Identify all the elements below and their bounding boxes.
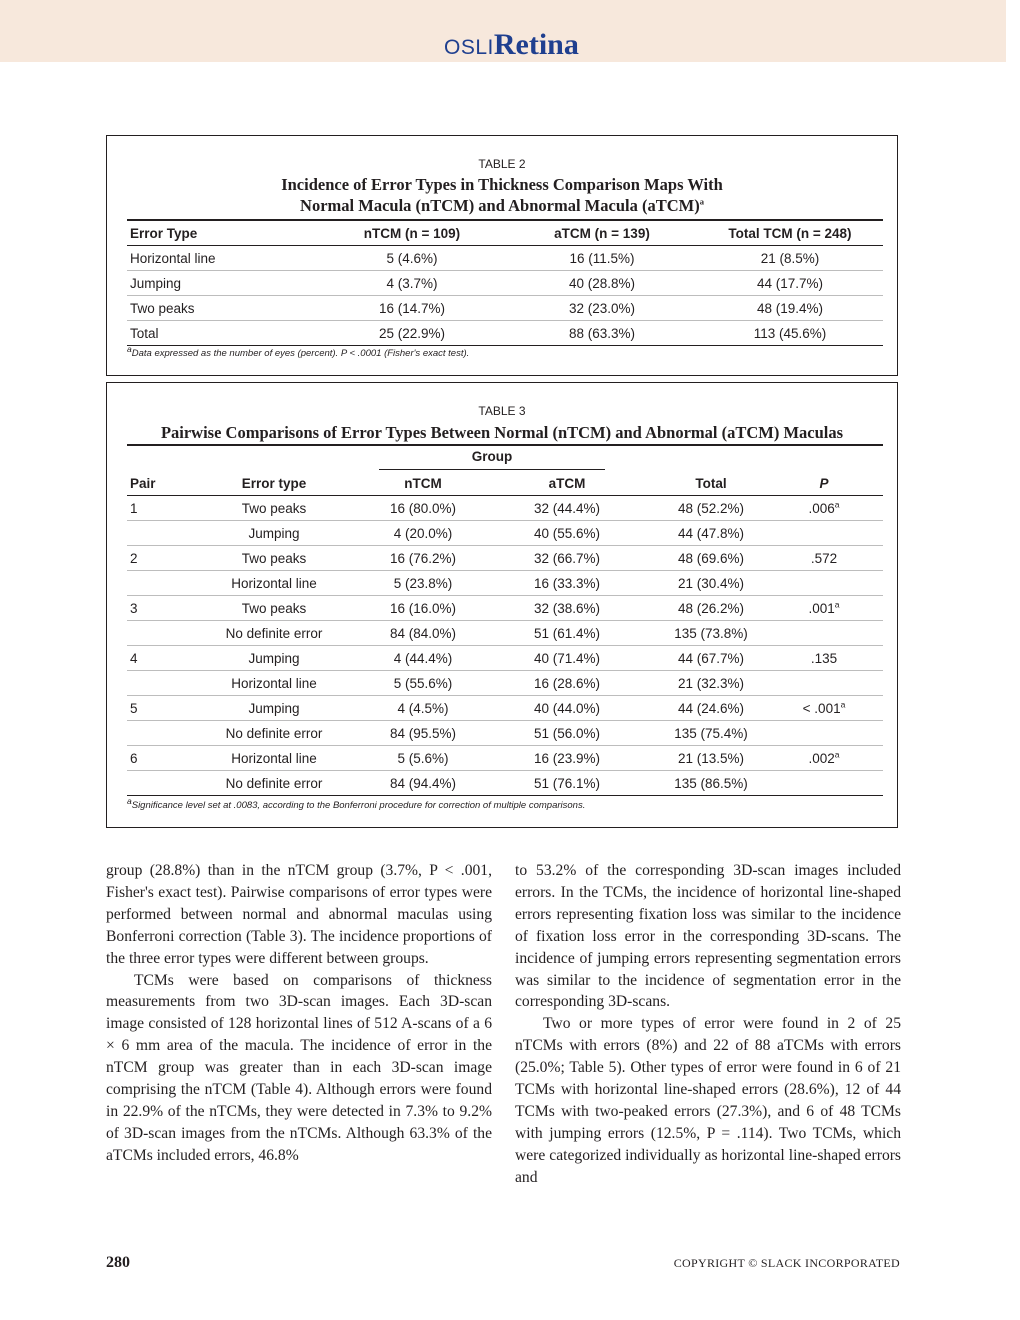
cell-text: 16 (28.6%) [533,675,601,691]
cell-text: .572 [810,550,838,566]
significance-mark: a [834,599,840,609]
table-cell [765,746,883,771]
table-cell: 16 (11.5%) [507,246,697,271]
footnote-text: Significance level set at .0083, according to the Bonferroni procedure for correction of multiple comparisons. [131,800,586,811]
cell-text: Two peaks [241,550,307,566]
table-2-title [107,174,897,216]
table-cell [127,521,179,546]
table-cell [369,621,477,646]
cell-text: No definite error [225,725,323,741]
cell-text: 51 (61.4%) [533,625,601,641]
cell-text: 84 (95.5%) [389,725,457,741]
table-3-box [106,382,898,828]
cell-text: .002 [808,750,835,766]
cell-text: 51 (76.1%) [533,775,601,791]
cell-text: Horizontal line [231,575,317,591]
table-cell [765,771,883,796]
table-cell: 4 (3.7%) [317,271,507,296]
cell-text: 2 [130,550,138,566]
table-row [127,521,883,546]
table-cell [179,571,369,596]
table-cell: 88 (63.3%) [507,321,697,346]
table-cell [477,721,657,746]
cell-text: 4 (20.0%) [393,525,453,541]
journal-logo [444,28,579,62]
table-3-header-cell: P [765,471,883,496]
cell-text: 16 (80.0%) [389,500,457,516]
cell-text: 40 (55.6%) [533,525,601,541]
table-cell [765,596,883,621]
table-cell: 48 (19.4%) [697,296,883,321]
cell-text: 44 (47.8%) [677,525,745,541]
table-cell [369,521,477,546]
table-2 [127,219,883,346]
table-cell [477,621,657,646]
table-3-footnote [127,795,586,811]
table-row [127,671,883,696]
table-3-header-cell: Error type [179,471,369,496]
cell-text: Two peaks [241,500,307,516]
table-cell [127,596,179,621]
table-row [127,746,883,771]
table-cell [657,621,765,646]
table-cell: Total [127,321,317,346]
footnote-text: Data expressed as the number of eyes (percent). P < .0001 (Fisher's exact test). [131,348,470,359]
table-cell: 25 (22.9%) [317,321,507,346]
table-cell [657,546,765,571]
significance-mark: a [840,699,846,709]
cell-text: 84 (94.4%) [389,775,457,791]
table-cell [369,646,477,671]
cell-text: 21 (13.5%) [677,750,745,766]
footnote-mark: a [127,795,132,806]
table-cell [179,496,369,521]
table-row [127,571,883,596]
cell-text: 5 (5.6%) [397,750,449,766]
table-3-body [127,496,883,796]
table-cell [657,746,765,771]
cell-text: 135 (75.4%) [674,725,748,741]
table-cell: 113 (45.6%) [697,321,883,346]
body-paragraph: group (28.8%) than in the nTCM group (3.7%, P < .001, Fisher's exact test). Pairwise comparisons of error types were performed between normal and abnormal maculas using Bonferroni correction (Table 3). The incidence proportions of the three error types were different between groups. [106,862,492,967]
table-row [127,546,883,571]
table-row [127,321,883,346]
cell-text: 1 [130,500,138,516]
body-paragraph: TCMs were based on comparisons of thickness measurements from two 3D-scan images. Each 3D-scan image consisted of 128 horizontal lines of 512 A-scans of a 6 × 6 mm area of the macula. The incidence of error in the nTCM group was greater than in each 3D-scan image comprising the nTCM (Table 4). Although errors were found in 22.9% of the nTCMs, they were detected in 7.3% to 9.2% of 3D-scan images from the nTCMs. Although 63.3% of the aTCMs included errors, 46.8% [106,971,492,1164]
table-cell [477,771,657,796]
cell-text: 40 (71.4%) [533,650,601,666]
table-row [127,721,883,746]
table-cell [369,746,477,771]
cell-text: 48 (52.2%) [677,500,745,516]
table-3-title: Pairwise Comparisons of Error Types Between Normal (nTCM) and Abnormal (aTCM) Maculas [160,423,844,442]
table-cell [477,746,657,771]
cell-text: .001 [808,600,835,616]
copyright-notice: COPYRIGHT © SLACK INCORPORATED [673,1256,900,1270]
table-cell [179,721,369,746]
table-3-header-row [127,471,883,496]
cell-text: 32 (44.4%) [533,500,601,516]
cell-text: 6 [130,750,138,766]
table-2-header-cell: aTCM (n = 139) [507,220,697,246]
table-2-header-cell: Error Type [127,220,317,246]
table-2-title-line2-wrap [107,195,897,216]
table-cell [179,621,369,646]
table-2-box [106,135,898,376]
table-3-top-rule [127,444,883,446]
page-number: 280 [106,1254,130,1271]
table-3-group-rule [379,469,605,470]
table-cell [369,671,477,696]
table-3-header-cell: Pair [127,471,179,496]
table-cell [765,546,883,571]
table-cell: 5 (4.6%) [317,246,507,271]
cell-text: Two peaks [241,600,307,616]
table-cell [477,696,657,721]
table-cell [369,546,477,571]
table-cell [179,671,369,696]
table-cell [127,671,179,696]
body-paragraph: Two or more types of error were found in 2 of 25 nTCMs with errors (8%) and 22 of 88 aTCMs with errors (25.0%; Table 5). Other types of error were found in 6 of 21 TCMs with horizontal line-shaped errors (28.6%), 12 of 44 TCMs with two-peaked errors (27.3%), and 6 of 48 TCMs with jumping errors (12.5%, P = .114). Two TCMs, which were categorized individually as horizontal line-shaped errors and [515,1015,901,1186]
cell-text: 16 (76.2%) [389,550,457,566]
table-cell [179,646,369,671]
table-cell [477,521,657,546]
table-cell [657,571,765,596]
table-3-header-cell: nTCM [369,471,477,496]
table-cell: Horizontal line [127,246,317,271]
table-cell: 32 (23.0%) [507,296,697,321]
table-cell [127,746,179,771]
cell-text: 16 (33.3%) [533,575,601,591]
table-2-header-cell: Total TCM (n = 248) [697,220,883,246]
significance-mark: a [834,499,840,509]
table-2-header-row [127,220,883,246]
table-cell [765,621,883,646]
table-2-title-sup: a [699,196,704,207]
cell-text: 51 (56.0%) [533,725,601,741]
table-cell [657,771,765,796]
table-cell [657,521,765,546]
table-cell [127,696,179,721]
table-3 [127,471,883,796]
table-cell [179,696,369,721]
cell-text: 4 (4.5%) [397,700,449,716]
cell-text: 16 (16.0%) [389,600,457,616]
cell-text: 5 (55.6%) [393,675,453,691]
table-cell: 44 (17.7%) [697,271,883,296]
table-cell: 21 (8.5%) [697,246,883,271]
cell-text: 44 (67.7%) [677,650,745,666]
body-column-left [106,860,492,1167]
table-cell: 16 (14.7%) [317,296,507,321]
cell-text: Jumping [248,525,300,541]
cell-text: .135 [810,650,838,666]
table-cell [765,646,883,671]
table-cell [477,646,657,671]
table-cell [179,771,369,796]
table-row [127,646,883,671]
table-cell [369,721,477,746]
table-row [127,296,883,321]
table-row [127,496,883,521]
footnote-mark: a [127,343,132,354]
cell-text: Jumping [248,650,300,666]
cell-text: 3 [130,600,138,616]
table-cell [127,571,179,596]
table-3-group-label: Group [471,449,513,464]
cell-text: 135 (73.8%) [674,625,748,641]
table-cell [657,596,765,621]
table-cell [657,721,765,746]
cell-text: 48 (69.6%) [677,550,745,566]
cell-text: 16 (23.9%) [533,750,601,766]
table-cell [657,646,765,671]
table-3-header-cell: Total [657,471,765,496]
table-cell: 40 (28.8%) [507,271,697,296]
cell-text: 21 (30.4%) [677,575,745,591]
cell-text: Horizontal line [231,675,317,691]
table-cell [179,746,369,771]
table-cell [477,596,657,621]
cell-text: Horizontal line [231,750,317,766]
significance-mark: a [834,749,840,759]
table-cell [179,596,369,621]
table-cell [369,496,477,521]
table-cell [477,546,657,571]
table-cell [657,671,765,696]
table-row [127,696,883,721]
table-cell: Two peaks [127,296,317,321]
cell-text: No definite error [225,775,323,791]
table-cell [477,671,657,696]
body-column-right [515,860,901,1189]
cell-text: 135 (86.5%) [674,775,748,791]
table-cell [477,496,657,521]
table-cell [127,721,179,746]
cell-text: No definite error [225,625,323,641]
table-cell [765,721,883,746]
cell-text: 21 (32.3%) [677,675,745,691]
logo-prefix: OSLI [444,36,494,59]
table-row [127,621,883,646]
cell-text: 5 [130,700,138,716]
table-cell [179,521,369,546]
table-cell [127,621,179,646]
table-cell [765,496,883,521]
table-cell: Jumping [127,271,317,296]
logo-main: Retina [493,28,579,61]
table-cell [657,496,765,521]
table-cell [179,546,369,571]
cell-text: 48 (26.2%) [677,600,745,616]
table-2-title-line2: Normal Macula (nTCM) and Abnormal Macula (aTCM) [300,196,700,215]
table-cell [369,771,477,796]
table-row [127,596,883,621]
cell-text: 44 (24.6%) [677,700,745,716]
table-cell [369,571,477,596]
cell-text: 32 (66.7%) [533,550,601,566]
table-row [127,271,883,296]
table-cell [127,646,179,671]
cell-text: 5 (23.8%) [393,575,453,591]
table-2-label: TABLE 2 [478,157,526,171]
cell-text: 4 [130,650,138,666]
table-2-header-cell: nTCM (n = 109) [317,220,507,246]
table-cell [765,696,883,721]
cell-text: 40 (44.0%) [533,700,601,716]
table-cell [127,546,179,571]
table-cell [657,696,765,721]
cell-text: Jumping [248,700,300,716]
table-cell [765,521,883,546]
table-cell [765,571,883,596]
cell-text: 4 (44.4%) [393,650,453,666]
cell-text: .006 [808,500,835,516]
table-3-label: TABLE 3 [478,404,526,418]
table-row [127,246,883,271]
table-2-title-line1: Incidence of Error Types in Thickness Comparison Maps With [281,175,723,194]
cell-text: 84 (84.0%) [389,625,457,641]
cell-text: < .001 [802,700,841,716]
table-3-header-cell: aTCM [477,471,657,496]
table-2-footnote [127,343,470,359]
table-cell [477,571,657,596]
body-paragraph: to 53.2% of the corresponding 3D-scan images included errors. In the TCMs, the incidence of horizontal line-shaped errors representing fixation loss was similar to the incidence of fixation loss error in the corresponding 3D-scans. The incidence of jumping errors representing segmentation errors was similar to the incidence of segmentation error in the corresponding 3D-scans. [515,862,901,1011]
table-cell [369,596,477,621]
table-cell [369,696,477,721]
table-cell [127,496,179,521]
table-cell [127,771,179,796]
table-row [127,771,883,796]
table-cell [765,671,883,696]
cell-text: 32 (38.6%) [533,600,601,616]
